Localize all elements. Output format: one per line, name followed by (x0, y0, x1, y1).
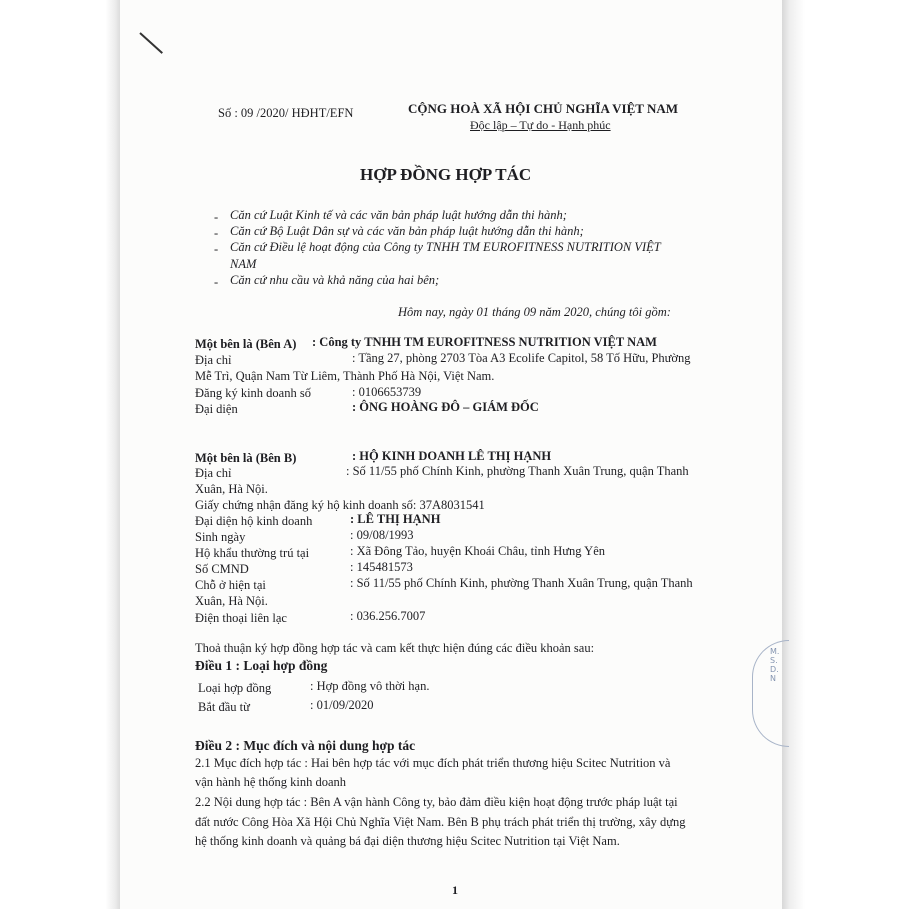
basis-item: Căn cứ Luật Kinh tế và các văn bản pháp luật hướng dẫn thi hành; (230, 208, 567, 222)
article-2-paragraph: 2.1 Mục đích hợp tác : Hai bên hợp tác với mục đích phát triển thương hiệu Scitec Nutrition và (195, 756, 671, 770)
agreement-intro: Thoả thuận ký hợp đồng hợp tác và cam kết thực hiện đúng các điều khoản sau: (195, 641, 595, 655)
scan-margin-left (0, 0, 120, 909)
party-b-address-label: Địa chỉ (195, 466, 232, 480)
article-2-paragraph: đất nước Công Hòa Xã Hội Chủ Nghĩa Việt Nam. Bên B phụ trách phát triển thị trường, xây dựng (195, 815, 686, 829)
party-b-label: Một bên là (Bên B) (195, 451, 297, 465)
article-2-paragraph: hệ thống kinh doanh và quảng bá đại diện thương hiệu Scitec Nutrition tại Việt Nam. (195, 834, 620, 848)
party-a-reg-number: : 0106653739 (352, 385, 422, 399)
start-date-label: Bắt đầu từ (198, 700, 250, 714)
bullet-dash: - (214, 242, 219, 256)
basis-item: Căn cứ Điều lệ hoạt động của Công ty TNHH TM EUROFITNESS NUTRITION VIỆT (230, 240, 661, 254)
page-number: 1 (452, 883, 458, 897)
party-b-address-continued: Xuân, Hà Nội. (195, 482, 268, 496)
party-b-representative: : LÊ THỊ HẠNH (350, 512, 441, 526)
start-date-value: : 01/09/2020 (310, 698, 374, 712)
basis-item: Căn cứ nhu cầu và khả năng của hai bên; (230, 273, 440, 287)
basis-item: Căn cứ Bộ Luật Dân sự và các văn bản pháp luật hướng dẫn thi hành; (230, 224, 584, 238)
party-b-residence-label: Chỗ ở hiện tại (195, 578, 266, 592)
party-b-phone: : 036.256.7007 (350, 609, 426, 623)
article-2-paragraph: vận hành hệ thống kinh doanh (195, 775, 347, 789)
bullet-dash: - (214, 210, 219, 224)
party-b-id-number: : 145481573 (350, 560, 413, 574)
document-title: HỢP ĐỒNG HỢP TÁC (360, 165, 532, 184)
party-b-hometown-label: Hộ khẩu thường trú tại (195, 546, 310, 560)
bullet-dash: - (214, 226, 219, 240)
article-2-paragraph: 2.2 Nội dung hợp tác : Bên A vận hành Công ty, bảo đảm điều kiện hoạt động trước pháp luật tại (195, 795, 678, 809)
basis-item-continued: NAM (230, 257, 257, 271)
national-motto: Độc lập – Tự do - Hạnh phúc (470, 118, 611, 132)
party-b-dob: : 09/08/1993 (350, 528, 414, 542)
party-b-phone-label: Điện thoại liên lạc (195, 611, 287, 625)
document-number: Số : 09 /2020/ HĐHT/EFN (218, 106, 354, 120)
party-a-label: Một bên là (Bên A) (195, 337, 297, 351)
party-b-address: : Số 11/55 phố Chính Kinh, phường Thanh Xuân Trung, quận Thanh (346, 464, 689, 478)
party-a-address-label: Địa chỉ (195, 353, 232, 367)
party-b-id-label: Số CMND (195, 562, 249, 576)
article-1-heading: Điều 1 : Loại hợp đồng (195, 658, 328, 673)
party-b-dob-label: Sinh ngày (195, 530, 246, 544)
country-name: CỘNG HOÀ XÃ HỘI CHỦ NGHĨA VIỆT NAM (408, 101, 679, 116)
party-b-hometown: : Xã Đông Tảo, huyện Khoái Châu, tỉnh Hưng Yên (350, 544, 605, 558)
bullet-dash: - (214, 275, 219, 289)
date-line: Hôm nay, ngày 01 tháng 09 năm 2020, chúng tôi gồm: (398, 305, 671, 319)
party-a-reg-label: Đăng ký kinh doanh số (195, 386, 311, 400)
article-2-heading: Điều 2 : Mục đích và nội dung hợp tác (195, 738, 416, 753)
contract-type-value: : Hợp đồng vô thời hạn. (310, 679, 430, 693)
contract-type-label: Loại hợp đồng (198, 681, 272, 695)
party-a-address: : Tầng 27, phòng 2703 Tòa A3 Ecolife Capitol, 58 Tố Hữu, Phường (352, 351, 691, 365)
party-b-rep-label: Đại diện hộ kinh doanh (195, 514, 313, 528)
party-b-residence-continued: Xuân, Hà Nội. (195, 594, 268, 608)
stamp-fragment: M.S.D.N (752, 640, 789, 747)
party-a-address-continued: Mễ Trì, Quận Nam Từ Liêm, Thành Phố Hà Nội, Việt Nam. (195, 369, 495, 383)
party-a-representative: : ÔNG HOÀNG ĐÔ – GIÁM ĐỐC (352, 400, 539, 414)
scan-margin-right (782, 0, 909, 909)
party-a-name: : Công ty TNHH TM EUROFITNESS NUTRITION VIỆT NAM (312, 335, 657, 349)
party-b-residence: : Số 11/55 phố Chính Kinh, phường Thanh Xuân Trung, quận Thanh (350, 576, 693, 590)
party-b-certificate: Giấy chứng nhận đăng ký hộ kinh doanh số: 37A8031541 (195, 498, 485, 512)
party-a-rep-label: Đại diện (195, 402, 238, 416)
party-b-name: : HỘ KINH DOANH LÊ THỊ HẠNH (352, 449, 552, 463)
